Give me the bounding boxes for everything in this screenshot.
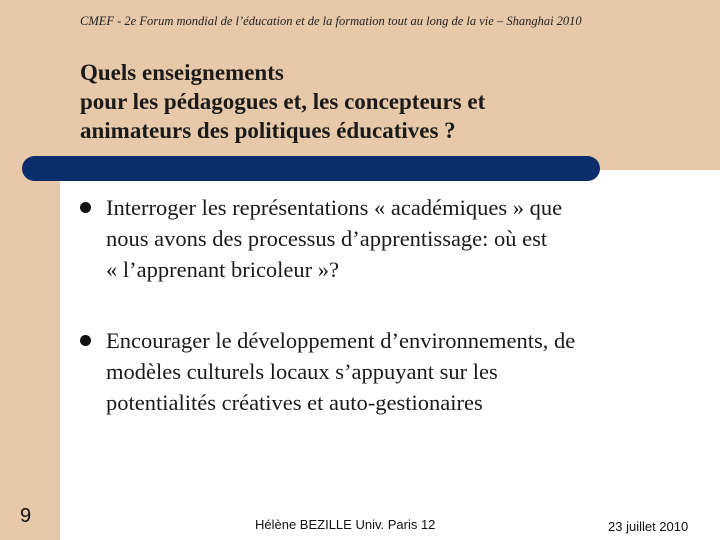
bullet-text-line: nous avons des processus d’apprentissage: où est — [106, 226, 548, 251]
slide-page-number: 9 — [20, 505, 32, 527]
bullet-text-line: modèles culturels locaux s’appuyant sur les — [106, 359, 498, 384]
footer-author: Hélène BEZILLE Univ. Paris 12 — [255, 517, 436, 532]
header-note: CMEF - 2e Forum mondial de l’éducation et de la formation tout au long de la vie – Shanghai 2010 — [80, 14, 582, 28]
title-divider-bar — [22, 156, 600, 181]
slide-title-line: animateurs des politiques éducatives ? — [80, 118, 456, 143]
bullet-text-line: Encourager le développement d’environnements, de — [106, 328, 576, 353]
left-decorative-band — [0, 0, 60, 540]
slide-title-line: pour les pédagogues et, les concepteurs et — [80, 89, 486, 114]
bullet-text — [106, 192, 706, 285]
bullet-text-line: « l’apprenant bricoleur »? — [106, 257, 340, 282]
slide-title-line: Quels enseignements — [80, 60, 284, 85]
bullet-text-line: Interroger les représentations « académiques » que — [106, 195, 563, 220]
bullet-dot-icon — [80, 202, 91, 213]
footer-date: 23 juillet 2010 — [608, 519, 689, 534]
bullet-text — [106, 325, 706, 418]
bullet-dot-icon — [80, 335, 91, 346]
slide-title — [80, 58, 640, 145]
bullet-text-line: potentialités créatives et auto-gestionaires — [106, 390, 483, 415]
